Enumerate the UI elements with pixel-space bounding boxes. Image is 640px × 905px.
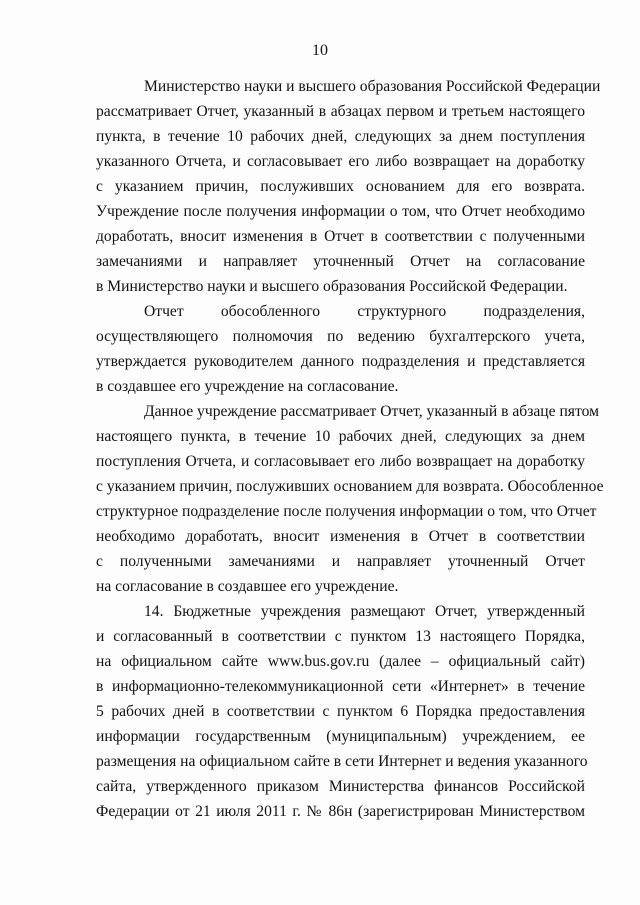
paragraph-line: 14. Бюджетные учреждения размещают Отчет, утвержденный [144,603,585,620]
paragraph-2 [96,299,585,399]
paragraph-line: Федерации от 21 июля 2011 г. № 86н (зарегистрирован Министерством [96,803,585,820]
paragraph-line: в информационно-телекоммуникационной сети «Интернет» в течение [96,678,585,695]
paragraph-line: Отчет обособленного структурного подразделения, [144,303,585,320]
paragraph-line: с полученными замечаниями и направляет уточненный Отчет [96,553,585,570]
paragraph-line: осуществляющего полномочия по ведению бухгалтерского учета, [96,328,585,345]
paragraph-line: с указанием причин, послуживших основанием для возврата. Обособленное [96,478,604,495]
paragraph-line: 5 рабочих дней в соответствии с пунктом 6 Порядка предоставления [96,703,585,720]
paragraph-1 [96,74,601,299]
paragraph-line: Учреждение после получения информации о том, что Отчет необходимо [96,203,585,220]
paragraph-line: сайта, утвержденного приказом Министерства финансов Российской [96,778,585,795]
paragraph-line: указанного Отчета, и согласовывает его либо возвращает на доработку [96,153,585,170]
page-number: 10 [312,42,328,59]
paragraph-line: с указанием причин, послуживших основанием для его возврата. [96,178,585,195]
paragraph-14 [96,599,588,824]
paragraph-line: размещения на официальном сайте в сети Интернет и ведения указанного [96,753,588,770]
paragraph-line: на официальном сайте www.bus.gov.ru (далее – официальный сайт) [96,653,585,670]
document-body [96,74,604,824]
paragraph-line: необходимо доработать, вносит изменения в Отчет в соответствии [96,528,585,545]
paragraph-line: в Министерство науки и высшего образования Российской Федерации. [96,278,568,295]
paragraph-line: утверждается руководителем данного подразделения и представляется [96,353,585,370]
paragraph-3 [96,399,604,599]
paragraph-line: доработать, вносит изменения в Отчет в соответствии с полученными [96,228,585,245]
paragraph-line: Министерство науки и высшего образования Российской Федерации [144,78,601,95]
paragraph-line: Данное учреждение рассматривает Отчет, указанный в абзаце пятом [144,403,599,420]
paragraph-line: рассматривает Отчет, указанный в абзацах первом и третьем настоящего [96,103,585,120]
paragraph-line: информации государственным (муниципальным) учреждением, ее [96,728,585,745]
paragraph-line: пункта, в течение 10 рабочих дней, следующих за днем поступления [96,128,585,145]
paragraph-line: поступления Отчета, и согласовывает его либо возвращает на доработку [96,453,585,470]
paragraph-line: на согласование в создавшее его учреждение. [96,578,399,595]
paragraph-line: структурное подразделение после получения информации о том, что Отчет [96,503,597,520]
paragraph-line: и согласованный в соответствии с пунктом 13 настоящего Порядка, [96,628,585,645]
paragraph-line: замечаниями и направляет уточненный Отчет на согласование [96,253,585,270]
paragraph-line: настоящего пункта, в течение 10 рабочих дней, следующих за днем [96,428,585,445]
paragraph-line: в создавшее его учреждение на согласование. [96,378,399,395]
